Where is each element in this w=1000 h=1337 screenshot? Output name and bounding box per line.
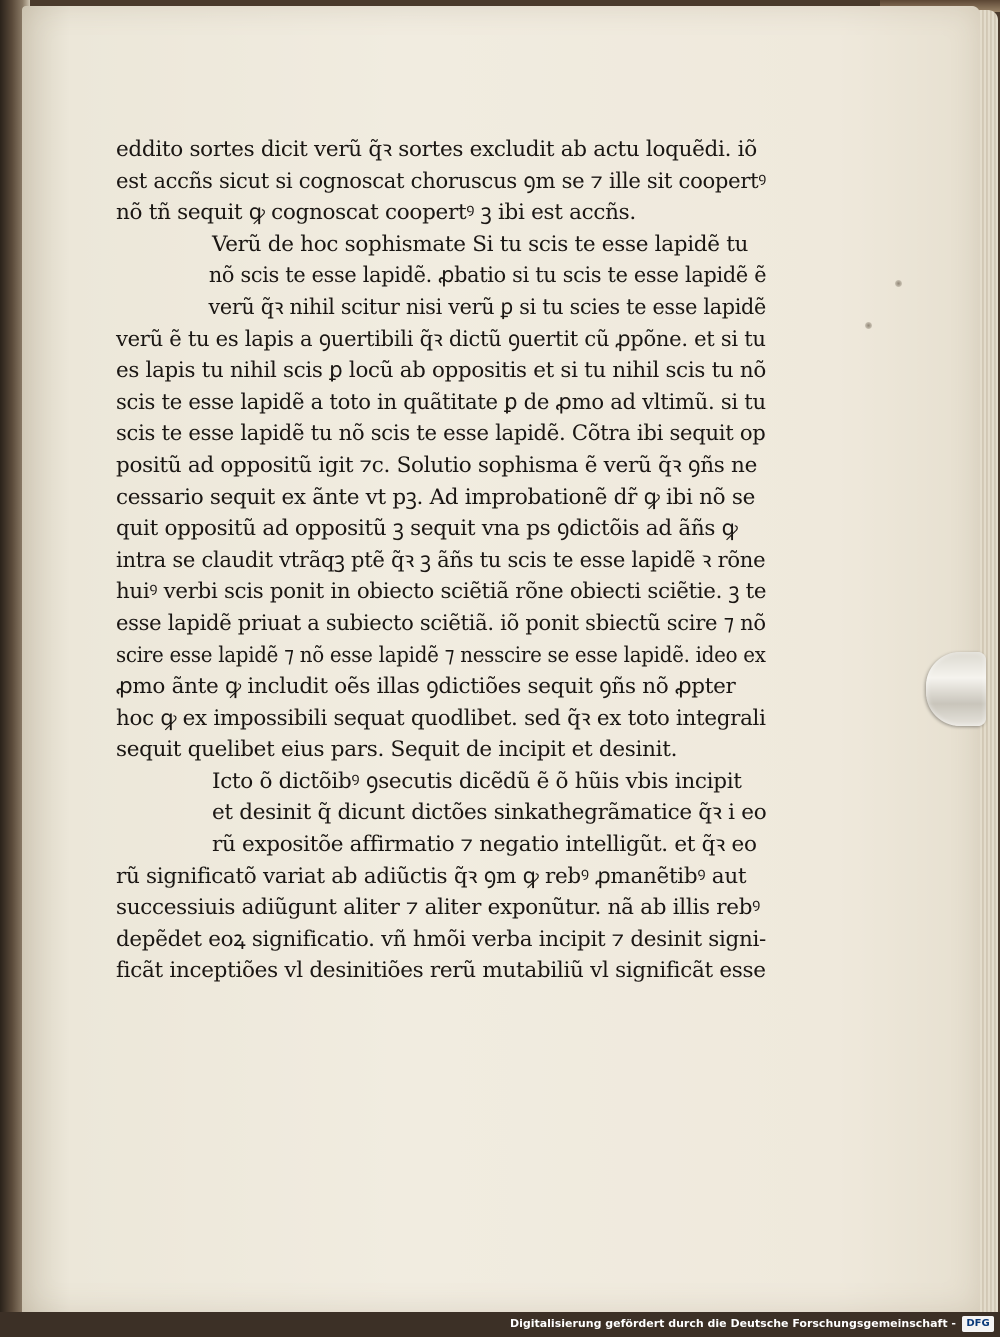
funding-credit: Digitalisierung gefördert durch die Deutsche Forschungsgemeinschaft - (509, 1317, 956, 1330)
text-line: quit oppositũ ad oppositũ ꝫ sequit vna ps ꝯdictõis ad ãñs ꝙ (116, 516, 738, 542)
text-line: nõ scis te esse lapidẽ. ꝓbatio si tu scis te esse lapidẽ ẽ (208, 263, 767, 289)
text-line: esse lapidẽ priuat a subiecto sciẽtiã. iõ ponit sbiectũ scire ⁊ nõ (116, 610, 766, 636)
text-line: verũ q̃ꝛ nihil scitur nisi verũ ꝑ si tu scies te esse lapidẽ (208, 294, 766, 320)
text-line: hoc ꝙ ex impossibili sequat quodlibet. sed q̃ꝛ ex toto integrali (116, 705, 766, 731)
footer-bar (0, 1312, 1000, 1337)
text-line: es lapis tu nihil scis ꝑ locũ ab oppositis et si tu nihil scis tu nõ (116, 358, 766, 384)
text-line: intra se claudit vtrãqꝫ ptẽ q̃ꝛ ꝫ ãñs tu scis te esse lapidẽ ꝛ rõne (116, 547, 766, 573)
text-line: Icto õ dictõibꝰ ꝯsecutis dicẽdũ ẽ õ hũis vbis incipit (212, 768, 742, 794)
pinhole-mark (865, 322, 872, 329)
text-line: sequit quelibet eius pars. Sequit de incipit et desinit. (116, 737, 678, 763)
text-line: rũ significatõ variat ab adiũctis q̃ꝛ ꝯm ꝙ rebꝰ ꝓmanẽtibꝰ aut (116, 863, 747, 889)
page-clip (926, 652, 986, 726)
text-line: successiuis adiũgunt aliter ⁊ aliter exponũtur. nã ab illis rebꝰ (116, 895, 761, 921)
pinhole-mark (895, 280, 902, 287)
text-line: scis te esse lapidẽ tu nõ scis te esse lapidẽ. Cõtra ibi sequit op (116, 421, 766, 447)
text-line: nõ tñ sequit ꝙ cognoscat coopertꝰ ꝫ ibi est accñs. (116, 200, 636, 226)
dfg-logo: DFG (962, 1316, 994, 1332)
text-line: verũ ẽ tu es lapis a ꝯuertibili q̃ꝛ dictũ ꝯuertit cũ ꝓpõne. et si tu (116, 326, 766, 352)
text-line: ficãt inceptiões vl desinitiões rerũ mutabiliũ vl significãt esse (116, 958, 766, 984)
text-line: depẽdet eoꝝ significatio. vñ hmõi verba incipit ⁊ desinit signi- (116, 926, 766, 952)
text-line: rũ expositõe affirmatio ⁊ negatio intelligũt. et q̃ꝛ eo (212, 832, 757, 858)
text-line: scire esse lapidẽ ⁊ nõ esse lapidẽ ⁊ nesscire se esse lapidẽ. ideo ex (116, 642, 766, 668)
text-line: eddito sortes dicit verũ q̃ꝛ sortes excludit ab actu loquẽdi. iõ (116, 137, 757, 162)
text-line: est accñs sicut si cognoscat choruscus ꝯm se ⁊ ille sit coopertꝰ (116, 168, 767, 194)
text-line: huiꝰ verbi scis ponit in obiecto sciẽtiã rõne obiecti sciẽtie. ꝫ te (116, 579, 767, 605)
text-line: cessario sequit ex ãnte vt pꝫ. Ad improbationẽ dr̃ ꝙ ibi nõ se (116, 484, 755, 510)
text-block (116, 134, 766, 987)
text-line: scis te esse lapidẽ a toto in quãtitate ꝑ de ꝓmo ad vltimũ. si tu (116, 389, 766, 415)
text-line: et desinit q̃ dicunt dictões sinkathegrãmatice q̃ꝛ i eo (212, 800, 767, 826)
text-line: Verũ de hoc sophismate Si tu scis te esse lapidẽ tu (212, 231, 749, 257)
text-line: positũ ad oppositũ igit ⁊c. Solutio sophisma ẽ verũ q̃ꝛ ꝯñs ne (116, 452, 758, 478)
text-line: ꝓmo ãnte ꝙ includit oẽs illas ꝯdictiões sequit ꝯñs nõ ꝓpter (116, 674, 736, 700)
